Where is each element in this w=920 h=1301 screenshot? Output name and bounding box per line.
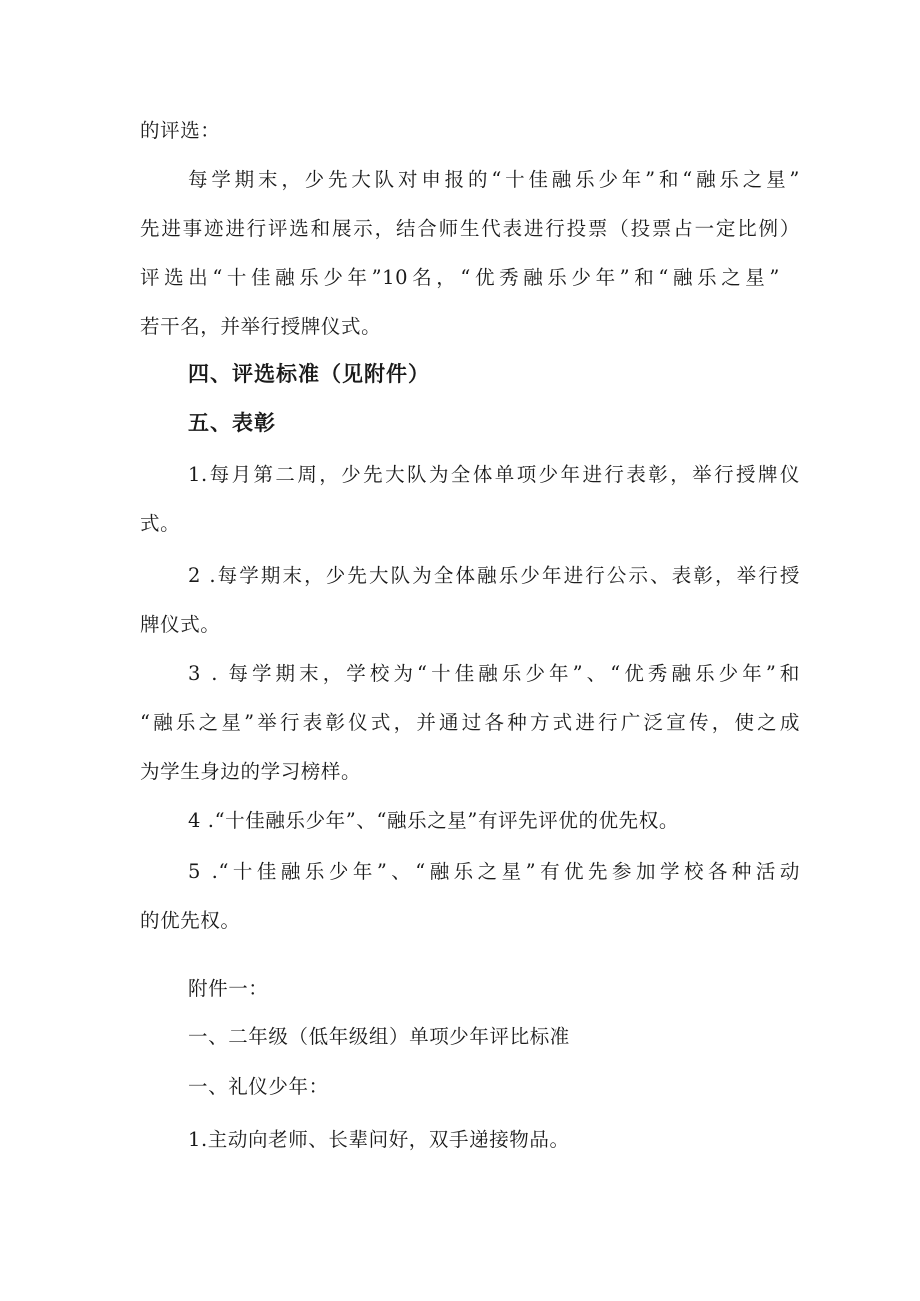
attachment-title: 附件一： <box>188 977 269 1000</box>
list-item: 3 . 每学期末，学校为“十佳融乐少年”、“优秀融乐少年”和 <box>188 662 800 685</box>
paragraph-line: 的评选： <box>140 119 221 142</box>
paragraph-line: 评选出“十佳融乐少年”10名，“优秀融乐少年”和“融乐之星” <box>140 266 780 289</box>
list-item: 1.每月第二周，少先大队为全体单项少年进行表彰，举行授牌仪 <box>188 463 800 486</box>
list-item: “融乐之星”举行表彰仪式，并通过各种方式进行广泛宣传，使之成 <box>140 711 800 734</box>
section-heading: 四、评选标准（见附件） <box>188 362 430 386</box>
attachment-item: 1.主动向老师、长辈问好，双手递接物品。 <box>188 1128 570 1151</box>
section-heading: 五、表彰 <box>188 411 276 435</box>
list-item: 的优先权。 <box>140 909 241 932</box>
attachment-subtitle: 一、二年级（低年级组）单项少年评比标准 <box>188 1025 570 1048</box>
list-item: 牌仪式。 <box>140 613 221 636</box>
paragraph-line: 每学期末，少先大队对申报的“十佳融乐少年”和“融乐之星” <box>188 168 800 191</box>
list-item: 2 .每学期末，少先大队为全体融乐少年进行公示、表彰，举行授 <box>188 564 800 587</box>
paragraph-line: 若干名，并举行授牌仪式。 <box>140 315 382 338</box>
list-item: 4 .“十佳融乐少年”、“融乐之星”有评先评优的优先权。 <box>188 809 679 832</box>
list-item: 为学生身边的学习榜样。 <box>140 760 362 783</box>
attachment-category: 一、礼仪少年： <box>188 1075 329 1098</box>
list-item: 5 .“十佳融乐少年”、“融乐之星”有优先参加学校各种活动 <box>188 860 800 883</box>
paragraph-line: 先进事迹进行评选和展示，结合师生代表进行投票（投票占一定比例） <box>140 217 800 240</box>
list-item: 式。 <box>140 512 181 535</box>
